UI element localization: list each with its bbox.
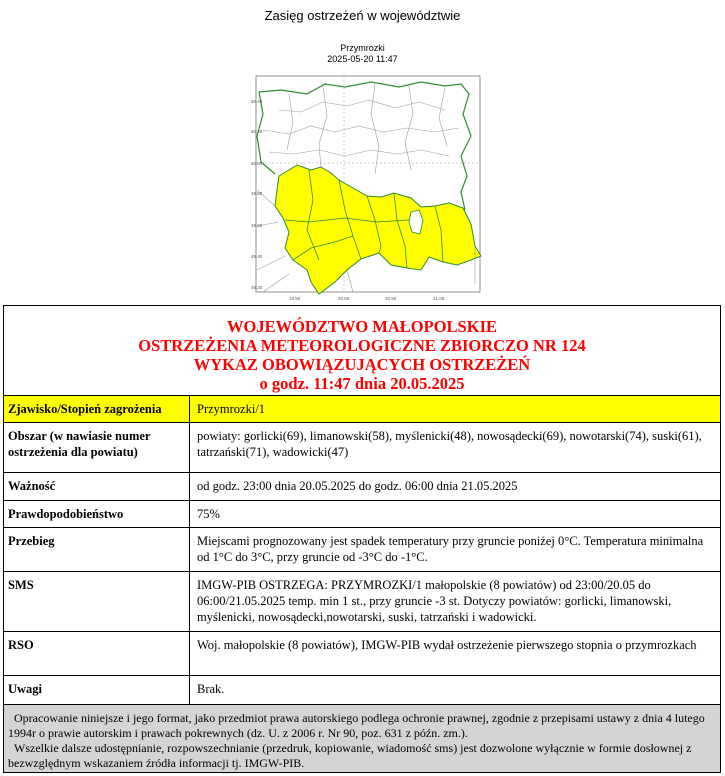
lat-label: 49.20 [251, 285, 263, 290]
copyright-footer [4, 704, 720, 772]
row-rso [4, 631, 720, 676]
row-label: SMS [4, 572, 190, 632]
row-notes [4, 675, 720, 705]
header-list-title: WYKAZ OBOWIĄZUJĄCYCH OSTRZEŻEŃ [193, 355, 531, 374]
lat-label: 49.40 [251, 254, 263, 259]
map-subtitle: Przymrozki [340, 43, 385, 53]
lon-label: 20.50 [385, 296, 397, 301]
header-voivodeship: WOJEWÓDZTWO MAŁOPOLSKIE [227, 317, 497, 336]
lon-label: 20.00 [338, 296, 350, 301]
row-label: Zjawisko/Stopień zagrożenia [4, 396, 190, 423]
row-value: Przymrozki/1 [197, 402, 266, 416]
lat-label: 50.40 [251, 99, 263, 104]
row-area [4, 422, 720, 473]
lat-label: 49.80 [251, 191, 263, 196]
row-sms [4, 571, 720, 632]
map-title: Zasięg ostrzeżeń w województwie [264, 8, 461, 23]
row-validity [4, 472, 720, 501]
row-value: powiaty: gorlicki(69), limanowski(58), myślenicki(48), nowosądecki(69), nowotarski(74), suski(61), tatrzański(71), wadowicki(47) [197, 429, 702, 459]
lat-label: 50.00 [251, 161, 263, 166]
lat-label: 49.60 [251, 223, 263, 228]
row-value: Brak. [197, 682, 225, 696]
row-course [4, 527, 720, 572]
header-issue-time: o godz. 11:47 dnia 20.05.2025 [259, 374, 465, 393]
redistribution-paragraph: Wszelkie dalsze udostępnianie, rozpowszechnianie (przedruk, kopiowanie, wiadomość sms) jest dozwolone wyłącznie w formie dosłownej z bezwzględnym wskazaniem źródła informacji tj. IMGW-PIB. [8, 741, 692, 770]
row-label: Obszar (w nawiasie numer ostrzeżenia dla powiatu) [4, 423, 190, 473]
warning-document [3, 305, 721, 773]
lat-label: 50.20 [251, 129, 263, 134]
row-label: Ważność [4, 473, 190, 501]
map-datetime: 2025-05-20 11:47 [327, 54, 398, 64]
lon-label: 19.50 [289, 296, 301, 301]
document-header [4, 306, 720, 395]
row-value: Woj. małopolskie (8 powiatów), IMGW-PIB wydał ostrzeżenie pierwszego stopnia o przymrozkach [197, 638, 697, 652]
header-warning-number: OSTRZEŻENIA METEOROLOGICZNE ZBIORCZO NR 124 [138, 336, 586, 355]
warning-map [249, 70, 489, 306]
row-value: od godz. 23:00 dnia 20.05.2025 do godz. 06:00 dnia 21.05.2025 [197, 479, 518, 493]
lon-labels [289, 296, 445, 301]
row-probability [4, 500, 720, 528]
row-label: RSO [4, 632, 190, 676]
lon-label: 21.00 [433, 296, 445, 301]
row-value: 75% [197, 507, 220, 521]
row-label: Prawdopodobieństwo [4, 501, 190, 528]
row-phenomenon [4, 395, 720, 423]
row-label: Przebieg [4, 528, 190, 572]
row-value: Miejscami prognozowany jest spadek temperatury przy gruncie poniżej 0°C. Temperatura minimalna od 1°C do 3°C, przy gruncie od -3°C do -1°C. [197, 534, 704, 564]
row-label: Uwagi [4, 676, 190, 705]
row-value: IMGW-PIB OSTRZEGA: PRZYMROZKI/1 małopolskie (8 powiatów) od 23:00/20.05 do 06:00/21.05.2025 temp. min 1 st., przy gruncie -3 st. Dotyczy powiatów: gorlicki, limanowski, myślenicki, nowosądecki,nowotarski, suski, tatrzański i wadowicki. [197, 578, 672, 624]
copyright-paragraph: Opracowanie niniejsze i jego format, jako przedmiot prawa autorskiego podlega ochronie prawnej, zgodnie z przepisami ustawy z dnia 4 lutego 1994r o prawie autorskim i prawach pokrewnych (dz. U. z 2006 r. Nr 90, poz. 631 z późn. zm.). [8, 711, 705, 740]
